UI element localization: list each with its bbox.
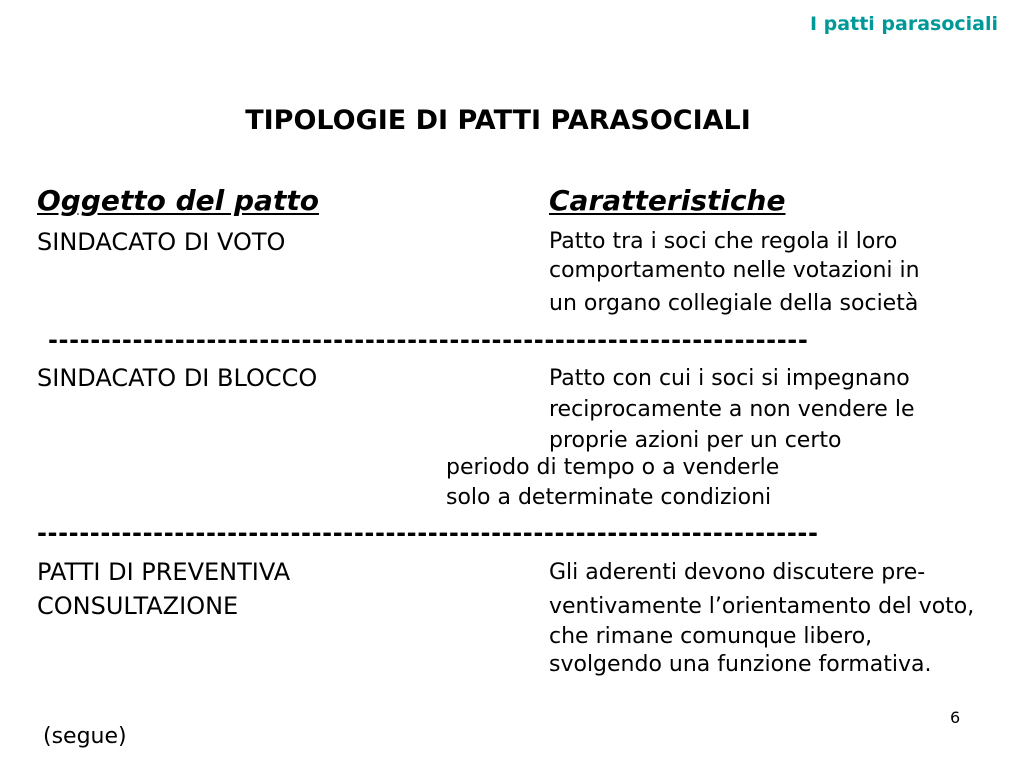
row-desc-line: un organo collegiale della società <box>549 291 919 316</box>
section-separator: ------------------------------------------------------------------------ <box>48 326 809 354</box>
row-desc-line: che rimane comunque libero, <box>549 624 873 649</box>
footer-segue-note: (segue) <box>43 724 127 749</box>
row-desc-line: solo a determinate condizioni <box>446 485 772 510</box>
row-label-patti-preventiva: PATTI DI PREVENTIVA <box>37 558 291 586</box>
row-label-sindacato-voto: SINDACATO DI VOTO <box>37 228 286 256</box>
header-title: I patti parasociali <box>810 13 998 35</box>
column-heading-oggetto: Oggetto del patto <box>37 184 319 217</box>
row-desc-line: ventivamente l’orientamento del voto, <box>549 594 975 619</box>
section-separator: -------------------------------------------------------------------------- <box>37 519 819 547</box>
row-label-consultazione: CONSULTAZIONE <box>37 592 239 620</box>
row-desc-line: Gli aderenti devono discutere pre- <box>549 560 926 585</box>
row-desc-line: Patto con cui i soci si impegnano <box>549 366 910 391</box>
row-desc-line: periodo di tempo o a venderle <box>446 455 780 480</box>
row-label-sindacato-blocco: SINDACATO DI BLOCCO <box>37 364 318 392</box>
slide-title: TIPOLOGIE DI PATTI PARASOCIALI <box>245 105 751 136</box>
column-heading-caratteristiche: Caratteristiche <box>549 184 786 217</box>
row-desc-line: svolgendo una funzione formativa. <box>549 652 932 677</box>
row-desc-line: proprie azioni per un certo <box>549 428 842 453</box>
row-desc-line: comportamento nelle votazioni in <box>549 258 920 283</box>
row-desc-line: Patto tra i soci che regola il loro <box>549 229 898 254</box>
page-number: 6 <box>950 708 961 727</box>
row-desc-line: reciprocamente a non vendere le <box>549 397 915 422</box>
